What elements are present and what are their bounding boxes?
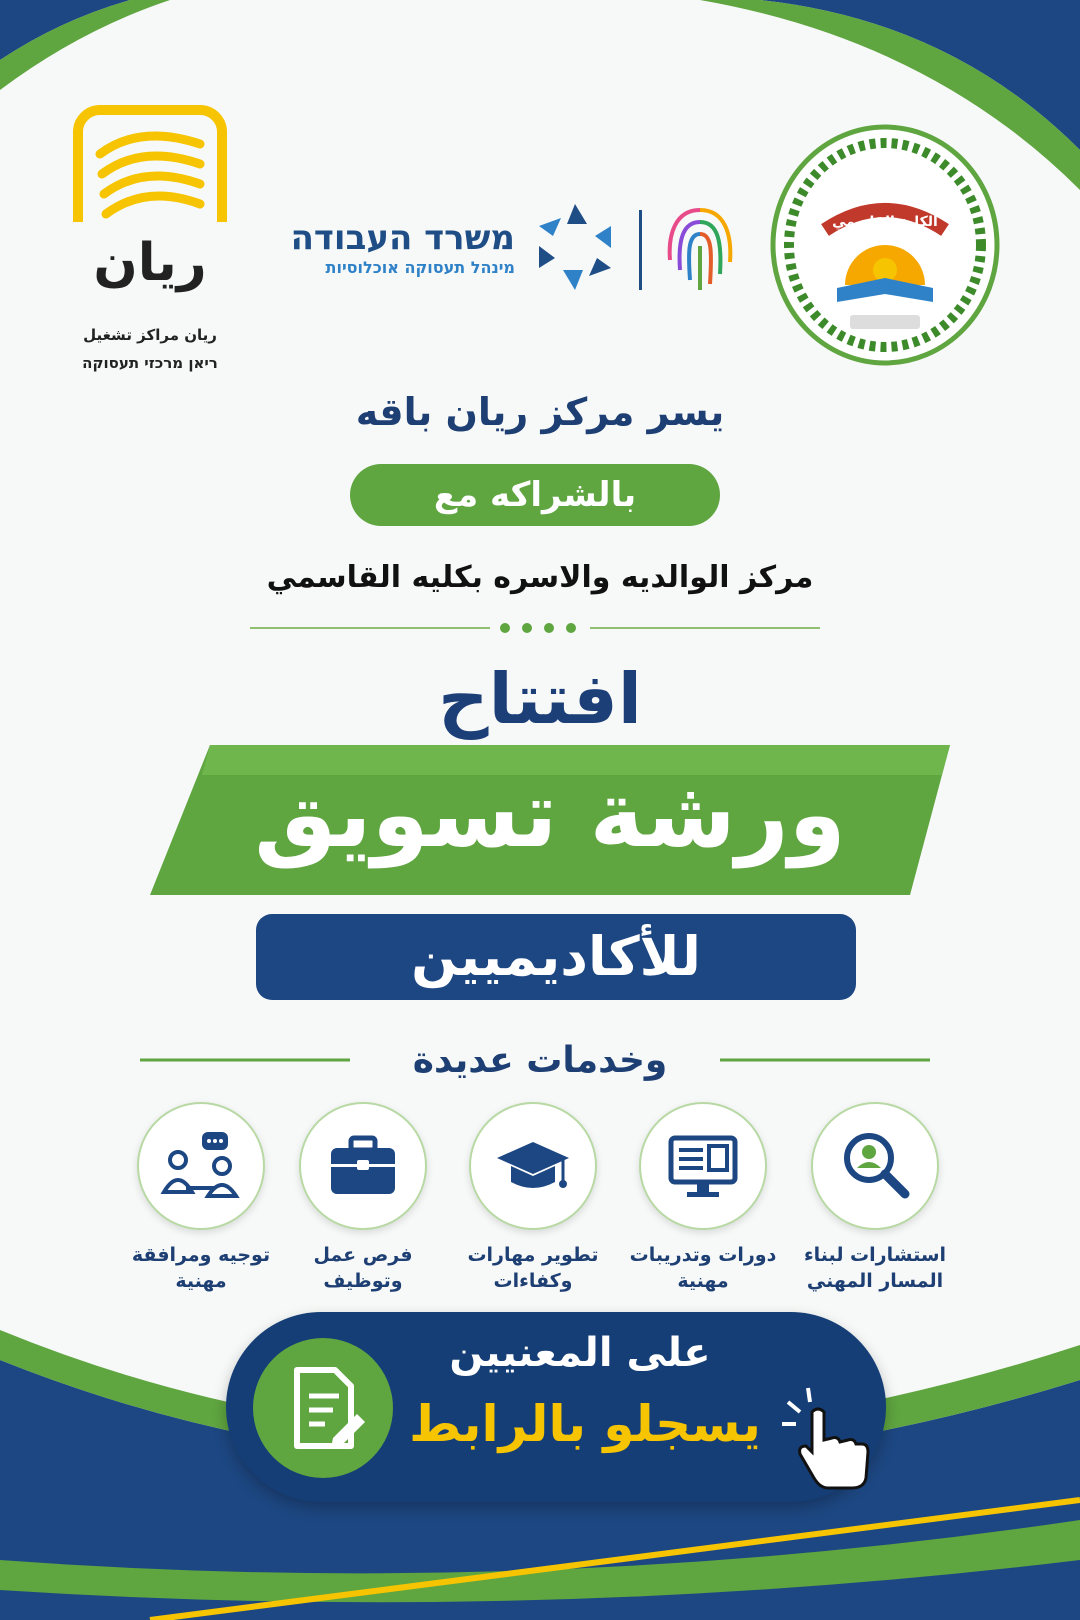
ministry-name: משרד העבודה [290, 218, 515, 258]
ministry-logo-text [255, 218, 515, 277]
service-label: استشارات لبناء المسار المهني [803, 1244, 947, 1292]
rayan-caption-hebrew: ריאן מרכזי תעסוקה [82, 354, 218, 372]
rayan-caption-arabic: ريان مراكز تشغيل [83, 326, 217, 344]
service-jobs [288, 1102, 438, 1294]
presenter-line: يسر مركز ريان باقه [355, 390, 725, 434]
service-label: توجيه ومرافقة مهنية [131, 1244, 271, 1292]
logo-divider [639, 210, 642, 290]
svg-text:الكلية القاسمي: الكلية القاسمي [832, 214, 938, 230]
cta-notice: على المعنيين [449, 1330, 711, 1376]
pointer-hand-icon [778, 1382, 878, 1492]
document-icon [253, 1338, 393, 1478]
workshop-title: ورشة تسويق [254, 761, 846, 868]
service-career-consulting [800, 1102, 950, 1294]
fingerprint-icon [660, 200, 740, 300]
ministry-star-icon [527, 198, 623, 294]
service-label: دورات وتدريبات مهنية [629, 1244, 777, 1292]
briefcase-icon [299, 1102, 427, 1230]
service-courses [628, 1102, 778, 1294]
service-label: تطوير مهارات وكفاءات [467, 1244, 599, 1292]
opening-heading: افتتاح [438, 658, 642, 740]
college-seal [765, 120, 1005, 370]
service-guidance [126, 1102, 276, 1294]
svg-text:ريان: ريان [93, 233, 207, 293]
service-label: فرص عمل وتوظيف [313, 1244, 413, 1292]
counseling-icon [137, 1102, 265, 1230]
services-heading: وخدمات عديدة [412, 1040, 668, 1081]
search-person-icon [811, 1102, 939, 1230]
graduation-cap-icon [469, 1102, 597, 1230]
partner-organization: مركز الوالديه والاسره بكليه القاسمي [266, 560, 814, 595]
monitor-icon [639, 1102, 767, 1230]
ministry-subtitle: מינהל תעסוקה אוכלוסיות [325, 258, 515, 277]
partner-label-pill: بالشراكه مع [350, 464, 720, 526]
register-link-text[interactable]: يسجلو بالرابط [409, 1395, 761, 1453]
audience-pill: للأكاديميين [256, 914, 856, 1000]
rayan-logo [70, 104, 230, 304]
service-skills [458, 1102, 608, 1294]
